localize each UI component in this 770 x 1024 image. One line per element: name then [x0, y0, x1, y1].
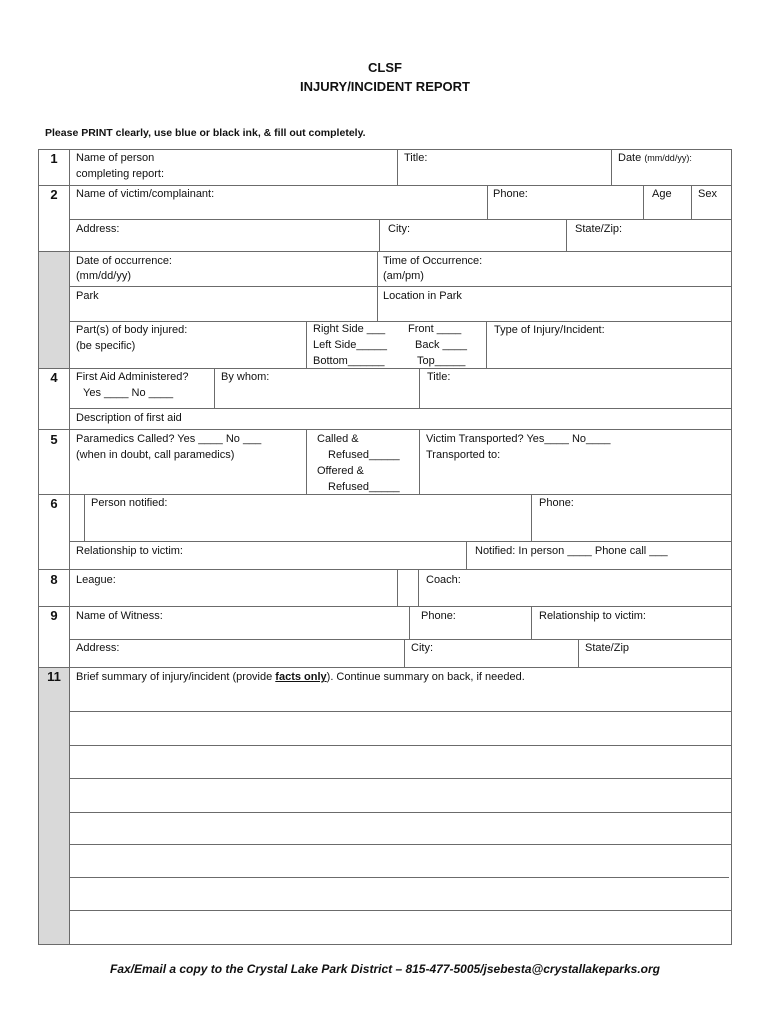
called-refused-field[interactable]: Refused_____: [328, 449, 400, 461]
summary-line[interactable]: [69, 711, 732, 712]
first-aid-question: First Aid Administered?: [76, 371, 189, 383]
date-of-occurrence-label[interactable]: Date of occurrence:: [76, 255, 172, 267]
be-specific-hint: (be specific): [76, 340, 136, 352]
summary-line[interactable]: [69, 745, 732, 746]
city-field[interactable]: City:: [388, 223, 410, 235]
victim-phone-field[interactable]: Phone:: [493, 188, 528, 200]
section-number: 5: [50, 432, 58, 447]
offered-refused-field[interactable]: Refused_____: [328, 481, 400, 493]
instructions: Please PRINT clearly, use blue or black ink, & fill out completely.: [45, 127, 366, 139]
witness-address-field[interactable]: Address:: [76, 642, 120, 654]
report-title: INJURY/INCIDENT REPORT: [300, 79, 470, 94]
called-refused-label: Called &: [317, 433, 359, 445]
name-of-person-label: Name of person: [76, 152, 155, 164]
section-number: 6: [50, 496, 58, 511]
by-whom-field[interactable]: By whom:: [221, 371, 270, 383]
top-option[interactable]: Top_____: [417, 355, 466, 367]
time-of-occurrence-label[interactable]: Time of Occurrence:: [383, 255, 483, 267]
state-zip-field[interactable]: State/Zip:: [575, 223, 623, 235]
victim-name-field[interactable]: Name of victim/complainant:: [76, 188, 215, 200]
notified-phone-field[interactable]: Phone:: [539, 497, 574, 509]
transported-to-field[interactable]: Transported to:: [426, 449, 501, 461]
section-number: 4: [50, 370, 58, 385]
summary-text-a: Brief summary of injury/incident (provide: [76, 671, 276, 683]
summary-line[interactable]: [69, 844, 732, 845]
left-side-option[interactable]: Left Side_____: [313, 339, 388, 351]
summary-line[interactable]: [69, 910, 732, 911]
age-field[interactable]: Age: [652, 188, 672, 200]
coach-field[interactable]: Coach:: [426, 574, 461, 586]
summary-text-c: ). Continue summary on back, if needed.: [326, 671, 525, 683]
front-option[interactable]: Front ____: [408, 323, 462, 335]
first-aid-yes-no[interactable]: Yes ____ No ____: [83, 387, 174, 399]
witness-name-field[interactable]: Name of Witness:: [76, 610, 163, 622]
league-field[interactable]: League:: [76, 574, 116, 586]
right-side-option[interactable]: Right Side ___: [313, 323, 386, 335]
org-heading: CLSF: [368, 60, 402, 75]
section-number: 2: [50, 187, 58, 202]
back-option[interactable]: Back ____: [415, 339, 467, 351]
summary-facts-only: facts only: [275, 671, 327, 683]
park-field[interactable]: Park: [76, 290, 99, 302]
witness-phone-field[interactable]: Phone:: [421, 610, 456, 622]
summary-line[interactable]: [69, 778, 732, 779]
footer-contact: Fax/Email a copy to the Crystal Lake Park District – 815-477-5005/jsebesta@crystallakeparks.org: [110, 962, 660, 976]
summary-line[interactable]: [69, 877, 729, 878]
person-notified-field[interactable]: Person notified:: [91, 497, 168, 509]
first-aid-description-field[interactable]: Description of first aid: [76, 412, 182, 424]
injury-type-field[interactable]: Type of Injury/Incident:: [494, 324, 605, 336]
section-number: 8: [50, 572, 58, 587]
location-in-park-field[interactable]: Location in Park: [383, 290, 462, 302]
section-number: 11: [47, 669, 61, 684]
date-label: Date: [618, 152, 642, 164]
bottom-option[interactable]: Bottom______: [313, 355, 385, 367]
notified-method-field[interactable]: Notified: In person ____ Phone call ___: [475, 545, 668, 557]
witness-state-zip-field[interactable]: State/Zip: [585, 642, 630, 654]
title-field[interactable]: Title:: [404, 152, 428, 164]
section-number: 9: [50, 608, 58, 623]
address-field[interactable]: Address:: [76, 223, 120, 235]
date-format: (mm/dd/yy):: [644, 153, 692, 163]
victim-transported-field[interactable]: Victim Transported? Yes____ No____: [426, 433, 611, 445]
sex-field[interactable]: Sex: [698, 188, 717, 200]
relationship-field[interactable]: Relationship to victim:: [76, 545, 183, 557]
body-parts-label[interactable]: Part(s) of body injured:: [76, 324, 188, 336]
paramedics-hint: (when in doubt, call paramedics): [76, 449, 235, 461]
offered-refused-label: Offered &: [317, 465, 364, 477]
time-format-hint: (am/pm): [383, 270, 424, 282]
witness-city-field[interactable]: City:: [411, 642, 433, 654]
summary-line[interactable]: [69, 812, 732, 813]
witness-relationship-field[interactable]: Relationship to victim:: [539, 610, 646, 622]
date-format-hint: (mm/dd/yy): [76, 270, 131, 282]
date-field[interactable]: [618, 150, 692, 166]
section-number: 1: [50, 151, 58, 166]
completing-report-label: completing report:: [76, 168, 165, 180]
paramedics-called-field[interactable]: Paramedics Called? Yes ____ No ___: [76, 433, 262, 445]
first-aid-title-field[interactable]: Title:: [427, 371, 451, 383]
summary-instructions: [76, 669, 525, 685]
